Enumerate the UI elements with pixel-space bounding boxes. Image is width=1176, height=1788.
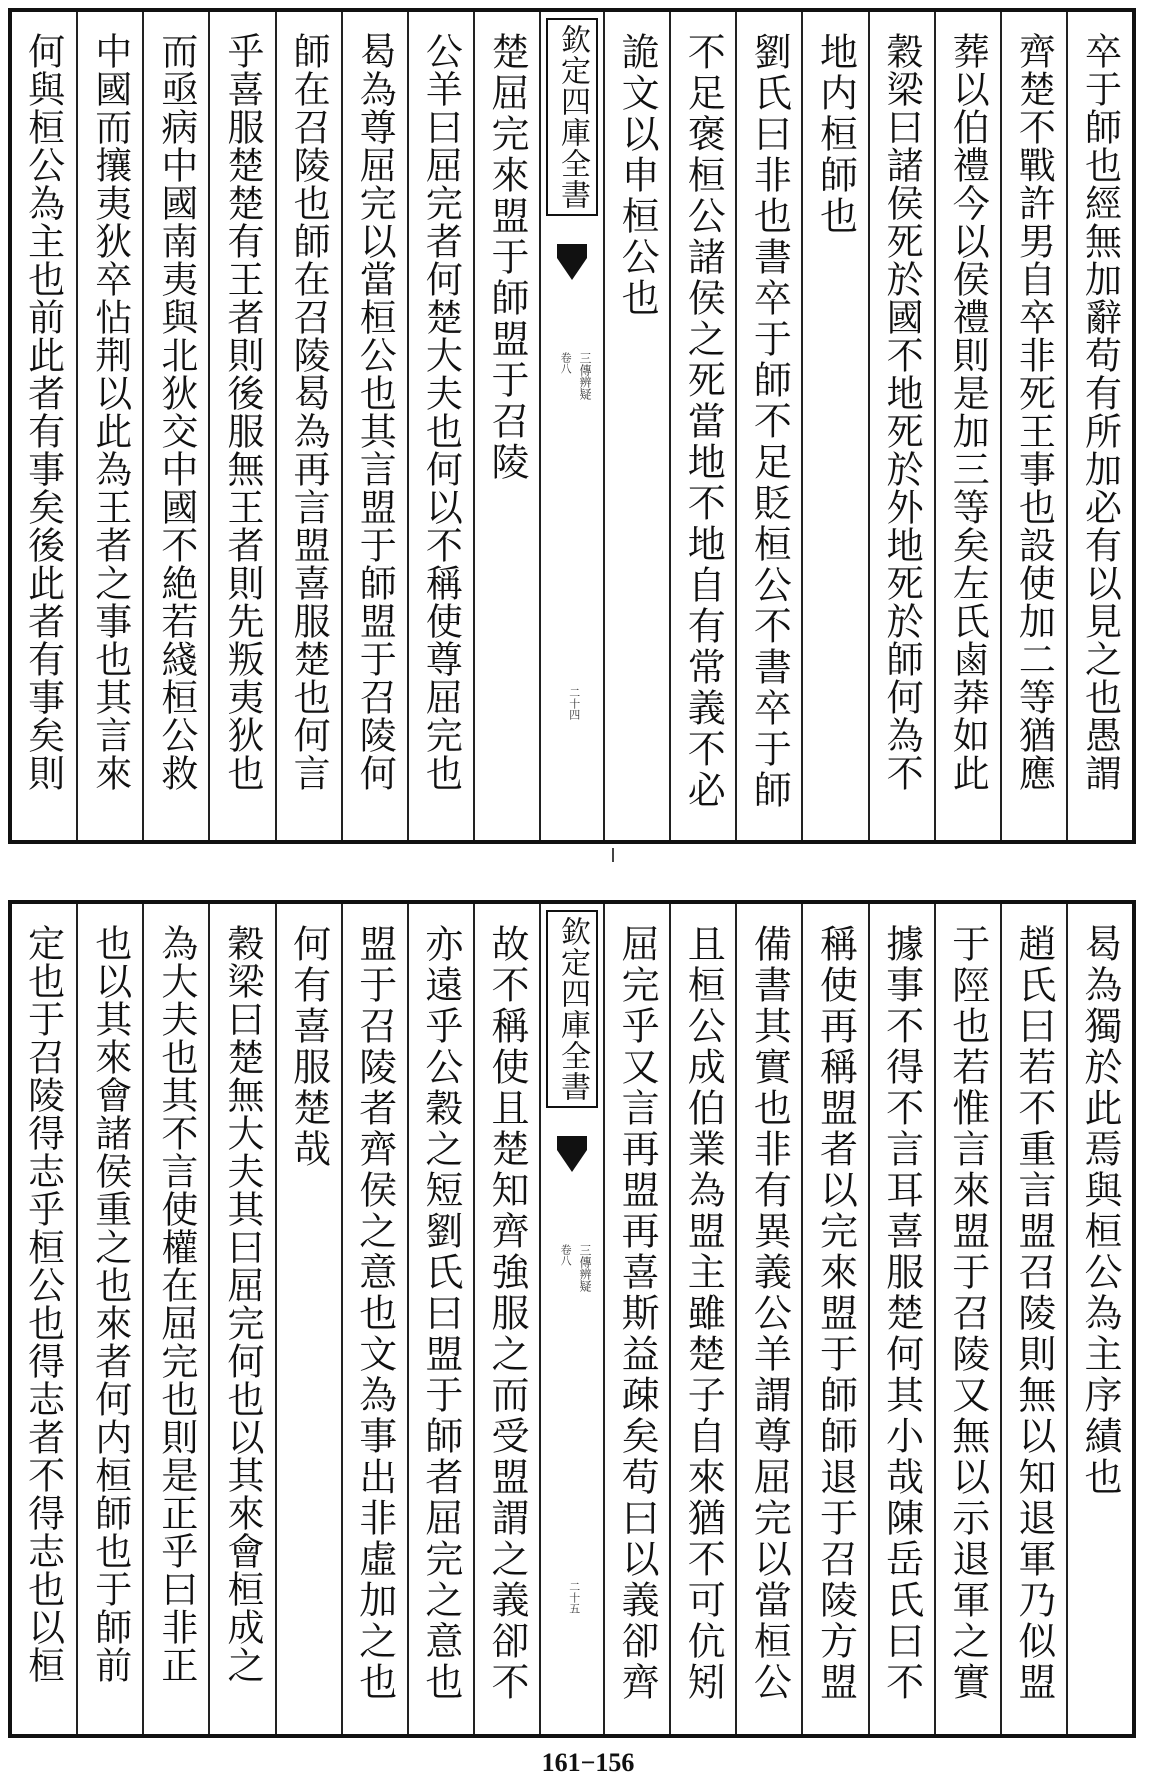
page-number-footer: 161−156 — [541, 1748, 635, 1777]
collection-title: 欽定四庫全書 — [546, 910, 598, 1108]
column-text: 而亟病中國南夷與北狄交中國不絶若綫桓公救 — [154, 32, 198, 792]
column-text: 葬以伯禮今以侯禮則是加三等矣左氏鹵莽如此 — [946, 32, 990, 792]
text-column — [669, 904, 735, 1734]
center-gutter — [539, 904, 603, 1734]
column-text: 趙氏曰若不重言盟召陵則無以知退軍乃似盟 — [1011, 924, 1056, 1703]
text-column — [208, 12, 274, 840]
text-column — [275, 12, 341, 840]
column-text: 不足褒桓公諸侯之死當地不地自有常義不必 — [681, 32, 726, 811]
page-divider-tick — [612, 848, 614, 862]
text-column — [735, 12, 801, 840]
text-column — [473, 12, 539, 840]
text-column — [473, 904, 539, 1734]
volume-label: 卷八 — [559, 352, 573, 374]
column-text: 卒于師也經無加辭苟有所加必有以見之也愚謂 — [1078, 32, 1122, 792]
text-column — [407, 12, 473, 840]
text-column — [407, 904, 473, 1734]
leaf-number: 二十四 — [567, 687, 581, 720]
text-column — [1066, 12, 1132, 840]
text-column — [1000, 12, 1066, 840]
top-page-columns — [12, 12, 1132, 840]
column-text: 也以其來會諸侯重之也來者何内桓師也于師前 — [88, 924, 132, 1684]
text-column — [934, 904, 1000, 1734]
column-text: 盟于召陵者齊侯之意也文為事出非虛加之也 — [352, 924, 397, 1703]
text-column — [275, 904, 341, 1734]
text-column — [142, 12, 208, 840]
column-text: 詭文以申桓公也 — [615, 32, 660, 319]
text-column — [10, 904, 76, 1734]
text-column — [603, 904, 669, 1734]
fishtail-mark-icon — [557, 1136, 587, 1176]
text-column — [142, 904, 208, 1734]
column-text: 楚屈完來盟于師盟于召陵 — [484, 32, 529, 483]
column-text: 劉氏曰非也書卒于師不足貶桓公不書卒于師 — [747, 32, 792, 811]
bottom-page — [8, 900, 1136, 1738]
column-text: 乎喜服楚楚有王者則後服無王者則先叛夷狄也 — [220, 32, 264, 792]
column-text: 何與桓公為主也前此者有事矣後此者有事矣則 — [21, 32, 65, 792]
text-column — [868, 904, 934, 1734]
fishtail-mark-icon — [557, 244, 587, 284]
center-gutter — [539, 12, 603, 840]
column-text: 地内桓師也 — [813, 32, 858, 237]
column-text: 于陘也若惟言來盟于召陵又無以示退軍之實 — [945, 924, 990, 1703]
column-text: 且桓公成伯業為盟主雖楚子自來猶不可伉矧 — [681, 924, 726, 1703]
text-column — [735, 904, 801, 1734]
column-text: 曷為尊屈完以當桓公也其言盟于師盟于召陵何 — [353, 32, 397, 792]
column-text: 屈完乎又言再盟再喜斯益疎矣苟曰以義卻齊 — [615, 924, 660, 1703]
book-title: 三傳辨疑 — [577, 352, 592, 400]
column-text: 中國而攘夷狄卒怗荆以此為王者之事也其言來 — [88, 32, 132, 792]
text-column — [801, 12, 867, 840]
book-title: 三傳辨疑 — [577, 1244, 592, 1292]
top-page — [8, 8, 1136, 844]
text-column — [76, 12, 142, 840]
text-column — [1066, 904, 1132, 1734]
text-column — [208, 904, 274, 1734]
text-column — [801, 904, 867, 1734]
collection-title: 欽定四庫全書 — [546, 18, 598, 216]
column-text: 師在召陵也師在召陵曷為再言盟喜服楚也何言 — [287, 32, 331, 792]
column-text: 亦遠乎公穀之短劉氏曰盟于師者屈完之意也 — [418, 924, 463, 1703]
text-column — [1000, 904, 1066, 1734]
column-text: 備書其實也非有異義公羊謂尊屈完以當桓公 — [747, 924, 792, 1703]
text-column — [10, 12, 76, 840]
volume-label: 卷八 — [559, 1244, 573, 1266]
column-text: 齊楚不戰許男自卒非死王事也設使加二等猶應 — [1012, 32, 1056, 792]
text-column — [341, 12, 407, 840]
text-column — [934, 12, 1000, 840]
column-text: 為大夫也其不言使權在屈完也則是正乎曰非正 — [154, 924, 198, 1684]
column-text: 定也于召陵得志乎桓公也得志者不得志也以桓 — [21, 924, 65, 1684]
text-column — [341, 904, 407, 1734]
column-text: 據事不得不言耳喜服楚何其小哉陳岳氏曰不 — [879, 924, 924, 1703]
text-column — [868, 12, 934, 840]
leaf-number: 二十五 — [567, 1581, 581, 1614]
column-text: 故不稱使且楚知齊強服之而受盟謂之義卻不 — [484, 924, 529, 1703]
text-column — [603, 12, 669, 840]
text-column — [76, 904, 142, 1734]
column-text: 曷為獨於此焉與桓公為主序績也 — [1077, 924, 1122, 1498]
bottom-page-columns — [12, 904, 1132, 1734]
column-text: 公羊曰屈完者何楚大夫也何以不稱使尊屈完也 — [419, 32, 463, 792]
column-text: 穀梁曰楚無大夫其曰屈完何也以其來會桓成之 — [220, 924, 264, 1684]
column-text: 何有喜服楚哉 — [286, 924, 331, 1170]
column-text: 稱使再稱盟者以完來盟于師師退于召陵方盟 — [813, 924, 858, 1703]
column-text: 穀梁曰諸侯死於國不地死於外地死於師何為不 — [880, 32, 924, 792]
text-column — [669, 12, 735, 840]
